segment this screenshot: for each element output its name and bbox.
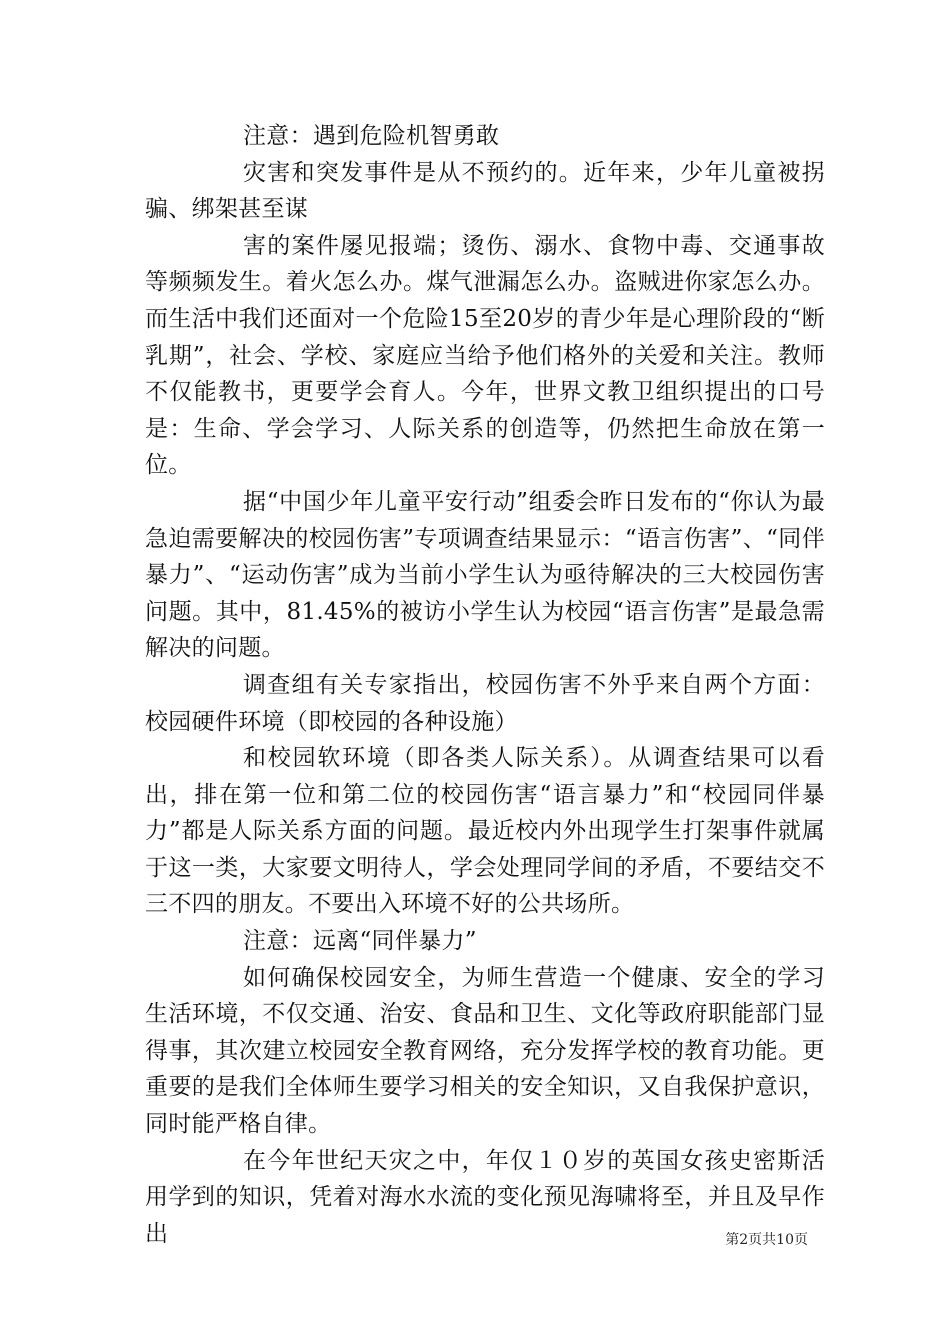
paragraph: 灾害和突发事件是从不预约的。近年来，少年儿童被拐骗、绑架甚至谋 <box>145 159 825 223</box>
document-body <box>145 118 825 1252</box>
heading-peer-violence-notice: 注意：远离“同伴暴力” <box>243 928 477 955</box>
heading-danger-notice: 注意：遇到危险机智勇敢 <box>243 123 500 149</box>
paragraph: 在今年世纪天灾之中，年仅１０岁的英国女孩史密斯活用学到的知识，凭着对海水水流的变化预见海啸将至，并且及早作出 <box>145 1147 825 1247</box>
paragraph: 据“中国少年儿童平安行动”组委会昨日发布的“你认为最急迫需要解决的校园伤害”专项调查结果显示：“语言伤害”、“同伴暴力”、“运动伤害”成为当前小学生认为亟待解决的三大校园伤害问题。其中，81.45%的被访小学生认为校园“语言伤害”是最急需解决的问题。 <box>145 488 825 662</box>
paragraph: 和校园软环境（即各类人际关系）。从调查结果可以看出，排在第一位和第二位的校园伤害“语言暴力”和“校园同伴暴力”都是人际关系方面的问题。最近校内外出现学生打架事件就属于这一类，大家要文明待人，学会处理同学间的矛盾，不要结交不三不四的朋友。不要出入环境不好的公共场所。 <box>145 745 825 918</box>
page-number-footer: 第2页共10页 <box>725 1232 808 1248</box>
paragraph: 调查组有关专家指出，校园伤害不外乎来自两个方面：校园硬件环境（即校园的各种设施） <box>145 671 825 735</box>
paragraph: 如何确保校园安全，为师生营造一个健康、安全的学习生活环境，不仅交通、治安、食品和卫生、文化等政府职能部门显得事，其次建立校园安全教育网络，充分发挥学校的教育功能。更重要的是我们全体师生要学习相关的安全知识，又自我保护意识，同时能严格自律。 <box>145 964 825 1138</box>
paragraph: 害的案件屡见报端；烫伤、溺水、食物中毒、交通事故等频频发生。着火怎么办。煤气泄漏怎么办。盗贼进你家怎么办。而生活中我们还面对一个危险15至20岁的青少年是心理阶段的“断乳期”，社会、学校、家庭应当给予他们格外的关爱和关注。教师不仅能教书，更要学会育人。今年，世界文教卫组织提出的口号是：生命、学会学习、人际关系的创造等，仍然把生命放在第一位。 <box>145 232 825 479</box>
